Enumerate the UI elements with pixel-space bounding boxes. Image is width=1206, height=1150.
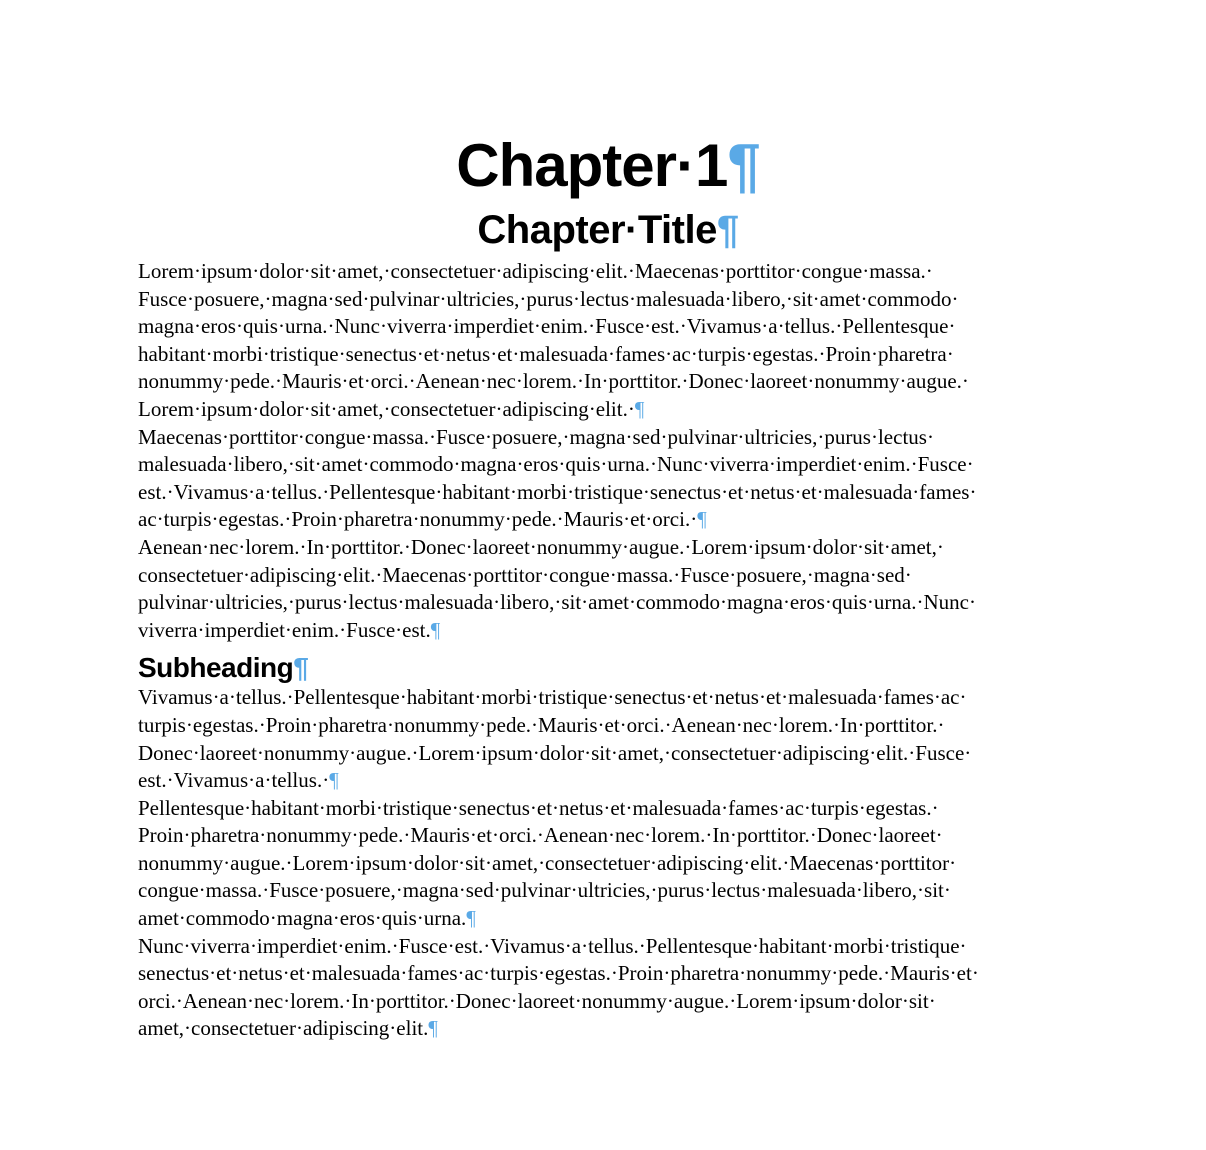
pilcrow-icon: ¶ bbox=[716, 208, 739, 252]
paragraph-text: Maecenas·porttitor·congue·massa.·Fusce·posuere,·magna·sed·pulvinar·ultricies,·purus·lectus· malesuada·libero,·sit·amet·commodo·magna·eros·quis·urna.·Nunc·viverra·imperdiet·enim.·Fusce· est.·Vivamus·a·tellus.·Pellentesque·habitant·morbi·tristique·senectus·et·netus·et·malesuada·fames· ac·turpis·egestas.·Proin·pharetra·nonummy·pede.·Mauris·et·orci.· bbox=[138, 424, 977, 532]
paragraph-text: Vivamus·a·tellus.·Pellentesque·habitant·morbi·tristique·senectus·et·netus·et·malesuada·fames·ac· turpis·egestas.·Proin·pharetra·nonummy·pede.·Mauris·et·orci.·Aenean·nec·lorem.·In·porttitor.· Donec·laoreet·nonummy·augue.·Lorem·ipsum·dolor·sit·amet,·consectetuer·adipiscing·elit.·Fusce· est.·Vivamus·a·tellus.· bbox=[138, 685, 972, 793]
body-paragraph[interactable] bbox=[138, 534, 1078, 644]
chapter-number-text: Chapter·1 bbox=[456, 132, 728, 199]
body-paragraph[interactable] bbox=[138, 795, 1078, 933]
pilcrow-icon: ¶ bbox=[329, 768, 339, 793]
subheading-text: Subheading bbox=[138, 652, 294, 684]
pilcrow-icon: ¶ bbox=[697, 507, 707, 532]
document-page[interactable] bbox=[138, 128, 1078, 1043]
body-paragraph[interactable] bbox=[138, 684, 1078, 794]
body-paragraph[interactable] bbox=[138, 424, 1078, 534]
paragraph-text: Pellentesque·habitant·morbi·tristique·senectus·et·netus·et·malesuada·fames·ac·turpis·egestas.· Proin·pharetra·nonummy·pede.·Mauris·et·orci.·Aenean·nec·lorem.·In·porttitor.·Donec·laoreet· nonummy·augue.·Lorem·ipsum·dolor·sit·amet,·consectetuer·adipiscing·elit.·Maecenas·porttitor· congue·massa.·Fusce·posuere,·magna·sed·pulvinar·ultricies,·purus·lectus·malesuada·libero,·sit· amet·commodo·magna·eros·quis·urna. bbox=[138, 795, 957, 931]
chapter-title-heading[interactable] bbox=[138, 204, 1078, 256]
body-paragraph[interactable] bbox=[138, 258, 1078, 424]
paragraph-text: Lorem·ipsum·dolor·sit·amet,·consectetuer·adipiscing·elit.·Maecenas·porttitor·congue·massa.· Fusce·posuere,·magna·sed·pulvinar·ultricies,·purus·lectus·malesuada·libero,·sit·amet·commodo· magna·eros·quis·urna.·Nunc·viverra·imperdiet·enim.·Fusce·est.·Vivamus·a·tellus.·Pellentesque· habitant·morbi·tristique·senectus·et·netus·et·malesuada·fames·ac·turpis·egestas.·Proin·pharetra· nonummy·pede.·Mauris·et·orci.·Aenean·nec·lorem.·In·porttitor.·Donec·laoreet·nonummy·augue.· Lorem·ipsum·dolor·sit·amet,·consectetuer·adipiscing·elit.· bbox=[138, 259, 969, 421]
chapter-title-text: Chapter·Title bbox=[477, 208, 717, 252]
chapter-number-heading[interactable] bbox=[138, 128, 1078, 204]
pilcrow-icon: ¶ bbox=[727, 132, 760, 199]
paragraph-text: Nunc·viverra·imperdiet·enim.·Fusce·est.·Vivamus·a·tellus.·Pellentesque·habitant·morbi·tristique· senectus·et·netus·et·malesuada·fames·ac·turpis·egestas.·Proin·pharetra·nonummy·pede.·Mauris·et· orci.·Aenean·nec·lorem.·In·porttitor.·Donec·laoreet·nonummy·augue.·Lorem·ipsum·dolor·sit· amet,·consectetuer·adipiscing·elit. bbox=[138, 933, 979, 1041]
pilcrow-icon: ¶ bbox=[293, 652, 309, 684]
pilcrow-icon: ¶ bbox=[430, 617, 441, 642]
pilcrow-icon: ¶ bbox=[466, 906, 476, 931]
body-paragraph[interactable] bbox=[138, 933, 1078, 1043]
pilcrow-icon: ¶ bbox=[634, 396, 645, 421]
paragraph-text: Aenean·nec·lorem.·In·porttitor.·Donec·laoreet·nonummy·augue.·Lorem·ipsum·dolor·sit·amet,· consectetuer·adipiscing·elit.·Maecenas·porttitor·congue·massa.·Fusce·posuere,·magna·sed· pulvinar·ultricies,·purus·lectus·malesuada·libero,·sit·amet·commodo·magna·eros·quis·urna.·Nunc· viverra·imperdiet·enim.·Fusce·est. bbox=[138, 534, 976, 642]
pilcrow-icon: ¶ bbox=[428, 1016, 438, 1041]
